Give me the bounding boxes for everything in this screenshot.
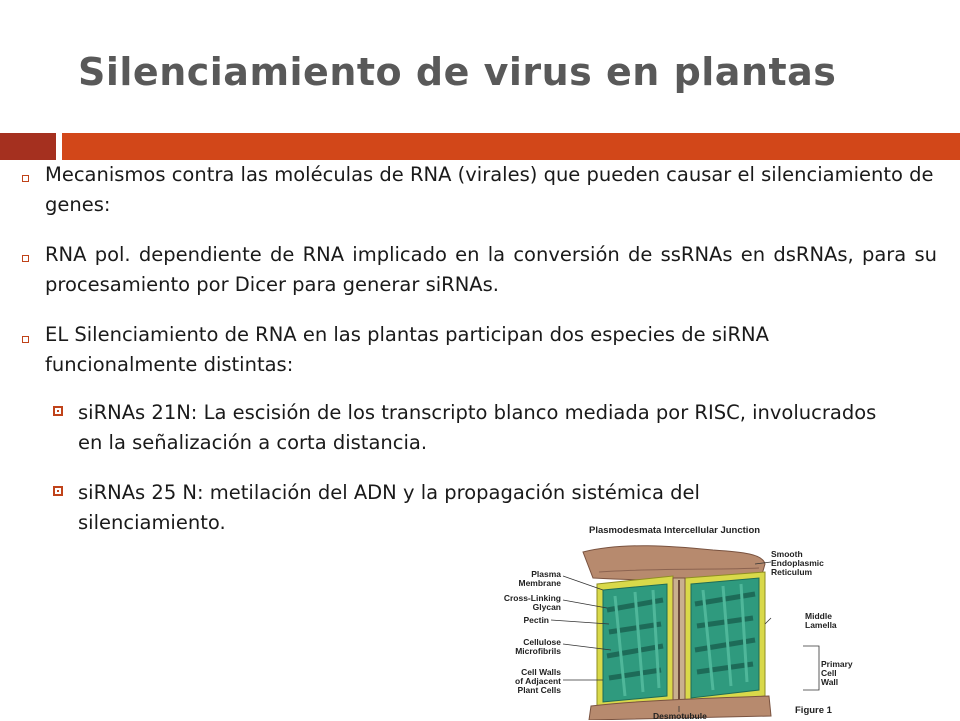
sub-bullet-square-icon [53,486,63,496]
figure-caption: Figure 1 [795,705,832,716]
bullet-square-icon [22,175,29,182]
bullet-square-icon [22,336,29,343]
figure-label: Primary Cell Wall [821,659,853,687]
figure-label: Desmotubule [653,711,707,721]
figure-label: Cross-Linking Glycan [503,593,561,612]
sub-bullet-item: siRNAs 21N: La escisión de los transcripto blanco mediada por RISC, involucrados en la señalización a corta distancia. [78,401,877,454]
figure-title: Plasmodesmata Intercellular Junction [589,525,761,536]
bullet-square-icon [22,255,29,262]
figure-label: Middle Lamella [805,611,837,630]
figure-label: Plasma Membrane [518,569,561,588]
figure-label: Smooth Endoplasmic Reticulum [771,549,824,577]
bullet-item: EL Silenciamiento de RNA en las plantas participan dos especies de siRNA funcionalmente distintas: [45,323,769,376]
bullet-item: RNA pol. dependiente de RNA implicado en la conversión de ssRNAs en dsRNAs, para su procesamiento por Dicer para generar siRNAs. [45,243,937,296]
figure-label: Pectin [523,615,549,625]
plasmodesmata-figure [503,520,853,721]
bullet-item: Mecanismos contra las moléculas de RNA (virales) que pueden causar el silenciamiento de genes: [45,163,934,216]
sub-bullet-square-icon [53,406,63,416]
slide-title: Silenciamiento de virus en plantas [78,50,837,94]
sub-bullet-item: siRNAs 25 N: metilación del ADN y la propagación sistémica del silenciamiento. [78,481,700,534]
figure-label: Cellulose Microfibrils [515,637,561,656]
figure-label: Cell Walls of Adjacent Plant Cells [515,667,561,695]
